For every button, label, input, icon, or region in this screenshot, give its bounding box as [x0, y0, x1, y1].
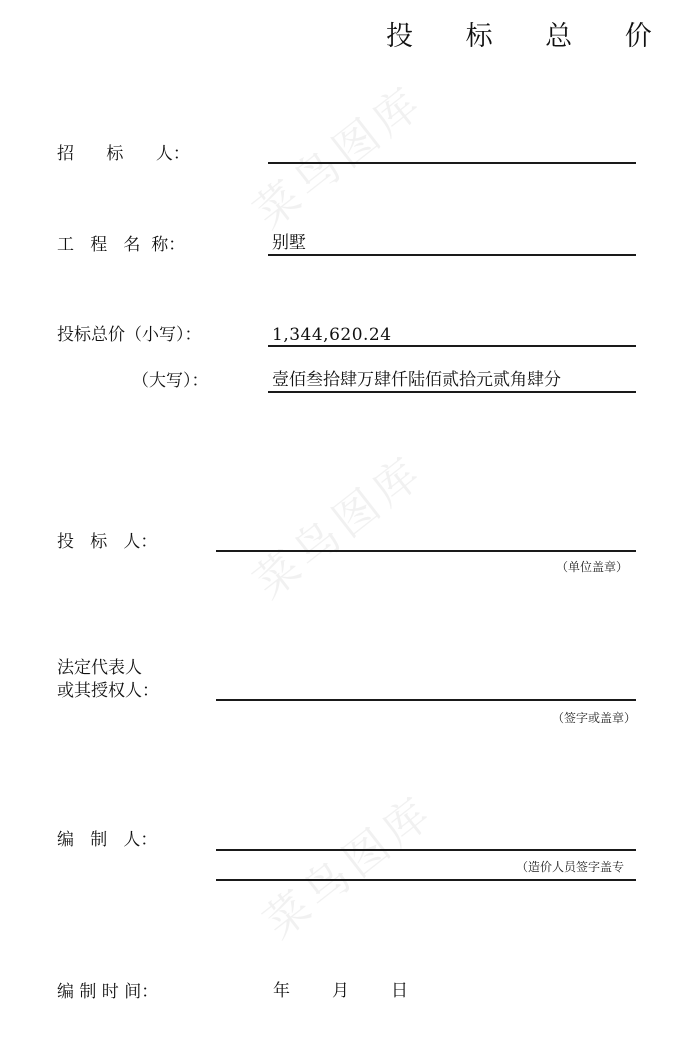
- compiler-note: （造价人员签字盖专: [516, 860, 625, 874]
- watermark: 菜鸟图库: [254, 785, 444, 949]
- watermark: 菜鸟图库: [244, 75, 434, 239]
- price-big-line: [268, 391, 636, 393]
- compiler-line-2: [216, 879, 636, 881]
- price-small-label: 投标总价（小写）：: [57, 325, 202, 345]
- project-name-line: [268, 254, 636, 256]
- price-small-line: [268, 345, 636, 347]
- bidder-note: （单位盖章）: [556, 560, 629, 574]
- project-name-label: 工 程 名 称：: [57, 235, 186, 255]
- tenderee-label: 招 标 人：: [57, 144, 190, 164]
- price-big-value: 壹佰叁拾肆万肆仟陆佰贰拾元贰角肆分: [272, 370, 561, 390]
- tenderee-line: [268, 162, 636, 164]
- project-name-value: 别墅: [272, 233, 306, 253]
- legal-rep-label-line2: 或其授权人：: [57, 681, 159, 701]
- compile-time-year: 年: [273, 981, 290, 1001]
- price-small-value: 1,344,620.24: [272, 325, 392, 345]
- price-big-label: （大写）：: [132, 371, 209, 391]
- compiler-label: 编 制 人：: [57, 830, 158, 850]
- watermark: 菜鸟图库: [244, 445, 434, 609]
- bidder-label: 投 标 人：: [57, 532, 158, 552]
- compile-time-day: 日: [391, 981, 408, 1001]
- legal-rep-label-line1: 法定代表人: [57, 658, 142, 678]
- legal-rep-note: （签字或盖章）: [552, 711, 637, 725]
- legal-rep-line: [216, 699, 636, 701]
- page-title: 投 标 总 价: [386, 21, 674, 52]
- compile-time-label: 编 制 时 间：: [57, 982, 159, 1002]
- compiler-line: [216, 849, 636, 851]
- compile-time-month: 月: [332, 981, 349, 1001]
- bidder-line: [216, 550, 636, 552]
